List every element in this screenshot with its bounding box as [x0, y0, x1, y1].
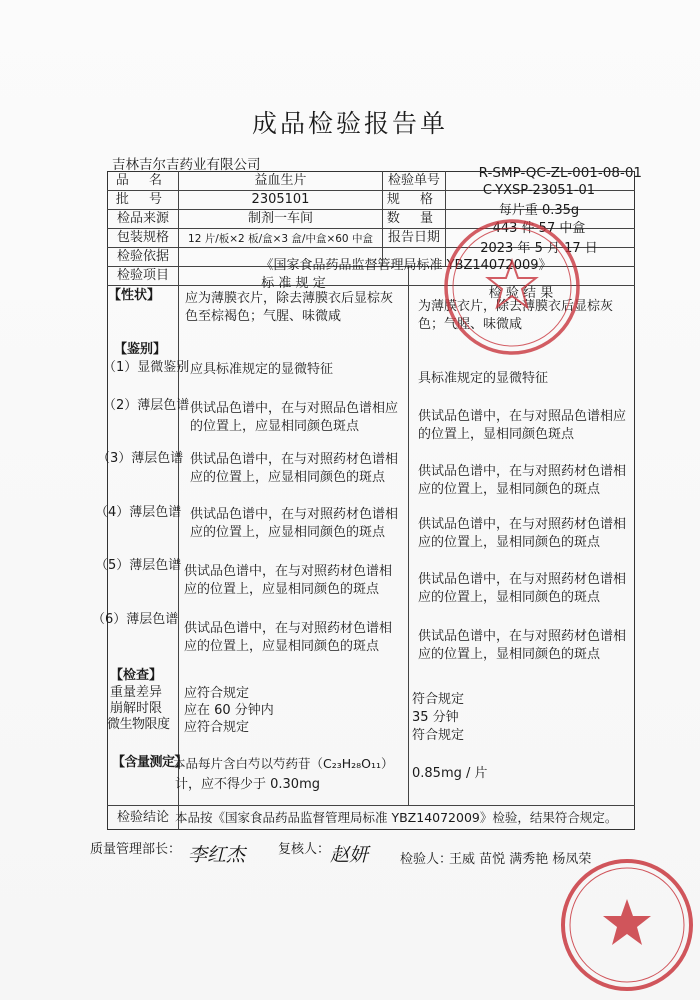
id3-item: （3）薄层色谱 [97, 451, 184, 466]
inspection-no-value: C-YXSP-23051-01 [482, 183, 596, 198]
microbial-item: 微生物限度 [107, 717, 170, 732]
id5-standard: 供试品色谱中，在与对照药材色谱相应的位置上，应显相同颜色的斑点 [184, 564, 393, 597]
reviewer-signature: 赵妍 [330, 844, 369, 866]
quantity-value: 443 件 57 中盒 [492, 221, 586, 236]
qa-manager-label: 质量管理部长： [90, 842, 182, 857]
id1-item: （1）显微鉴别 [103, 360, 190, 375]
row-divider [107, 805, 635, 806]
id2-standard: 供试品色谱中，在与对照品色谱相应的位置上，应显相同颜色斑点 [190, 401, 399, 434]
report-date-label: 报告日期 [387, 230, 440, 245]
spec-value: 每片重 0.35g [498, 203, 580, 218]
document-number: R-SMP-QC-ZL-001-08-01 [478, 165, 642, 181]
report-date-value: 2023 年 5 月 17 日 [480, 241, 598, 256]
item-column-header: 检验项目 [116, 268, 169, 283]
column-divider [408, 266, 409, 805]
section-inspection: 【检查】 [110, 668, 163, 683]
appearance-standard: 应为薄膜衣片，除去薄膜衣后显棕灰色至棕褐色；气腥、味微咸 [185, 291, 394, 324]
standard-column-header: 标 准 规 定 [261, 276, 326, 291]
id5-item: （5）薄层色谱 [95, 558, 182, 573]
reviewer-label: 复核人： [278, 842, 331, 857]
weight-item: 重量差异 [110, 685, 163, 700]
weight-standard: 应符合规定 [184, 686, 250, 701]
inspection-stamp [437, 212, 587, 362]
id1-result: 具标准规定的显微特征 [418, 371, 549, 386]
id6-standard: 供试品色谱中，在与对照药材色谱相应的位置上，应显相同颜色的斑点 [184, 621, 393, 654]
inspector-label: 检验人： [400, 852, 453, 867]
disintegration-item: 崩解时限 [110, 701, 163, 716]
inspection-no-label: 检验单号 [387, 173, 440, 188]
source-label: 检品来源 [116, 211, 169, 226]
batch-label: 批 号 [115, 192, 171, 207]
id3-result: 供试品色谱中，在与对照药材色谱相应的位置上，显相同颜色的斑点 [418, 464, 627, 497]
assay-standard-line2: 计，应不得少于 0.30mg [175, 777, 320, 792]
basis-label: 检验依据 [116, 249, 169, 264]
basis-value: 《国家食品药品监督管理局标准 YBZ14072009》 [260, 258, 552, 273]
batch-value: 2305101 [251, 192, 310, 207]
packing-label: 包装规格 [116, 230, 169, 245]
id4-standard: 供试品色谱中，在与对照药材色谱相应的位置上，应显相同颜色的斑点 [190, 507, 399, 540]
result-column-header: 检 验 结 果 [488, 286, 554, 301]
weight-result: 符合规定 [412, 692, 465, 707]
quantity-label: 数 量 [386, 211, 442, 226]
id5-result: 供试品色谱中，在与对照药材色谱相应的位置上，显相同颜色的斑点 [418, 572, 627, 605]
section-identification: 【鉴别】 [114, 342, 167, 357]
id3-standard: 供试品色谱中，在与对照药材色谱相应的位置上，应显相同颜色的斑点 [190, 452, 399, 485]
id4-item: （4）薄层色谱 [95, 505, 182, 520]
id6-item: （6）薄层色谱 [92, 612, 179, 627]
section-assay: 【含量测定】 [112, 755, 188, 770]
section-appearance: 【性状】 [108, 288, 161, 303]
company-name: 吉林吉尔吉药业有限公司 [112, 157, 261, 173]
source-value: 制剂一车间 [247, 211, 313, 226]
disintegration-result: 35 分钟 [412, 710, 459, 725]
inspector-names: 王威 苗悦 满秀艳 杨凤荣 [449, 852, 592, 867]
appearance-result: 为薄膜衣片，除去薄膜衣后显棕灰色；气腥、味微咸 [418, 299, 614, 332]
assay-standard-line1: 本品每片含白芍以芍药苷（C₂₃H₂₈O₁₁） [173, 756, 394, 771]
id2-result: 供试品色谱中，在与对照品色谱相应的位置上，显相同颜色斑点 [418, 409, 627, 442]
microbial-standard: 应符合规定 [184, 720, 250, 735]
disintegration-standard: 应在 60 分钟内 [184, 703, 274, 718]
spec-label: 规 格 [386, 192, 442, 207]
id2-item: （2）薄层色谱 [103, 398, 190, 413]
id1-standard: 应具标准规定的显微特征 [190, 362, 334, 377]
product-name-value: 益血生片 [254, 173, 307, 188]
id6-result: 供试品色谱中，在与对照药材色谱相应的位置上，显相同颜色的斑点 [418, 629, 627, 662]
conclusion-text: 本品按《国家食品药品监督管理局标准 YBZ14072009》检验，结果符合规定。 [175, 810, 618, 825]
distributor-stamp [557, 855, 697, 995]
assay-result: 0.85mg / 片 [412, 766, 488, 781]
conclusion-label: 检验结论 [116, 810, 169, 825]
microbial-result: 符合规定 [412, 728, 465, 743]
qa-manager-signature: 李红杰 [188, 844, 246, 866]
id4-result: 供试品色谱中，在与对照药材色谱相应的位置上，显相同颜色的斑点 [418, 517, 627, 550]
page-title: 成品检验报告单 [251, 109, 448, 138]
product-name-label: 品 名 [115, 173, 171, 188]
packing-value: 12 片/板×2 板/盒×3 盒/中盒×60 中盒 [188, 233, 373, 245]
